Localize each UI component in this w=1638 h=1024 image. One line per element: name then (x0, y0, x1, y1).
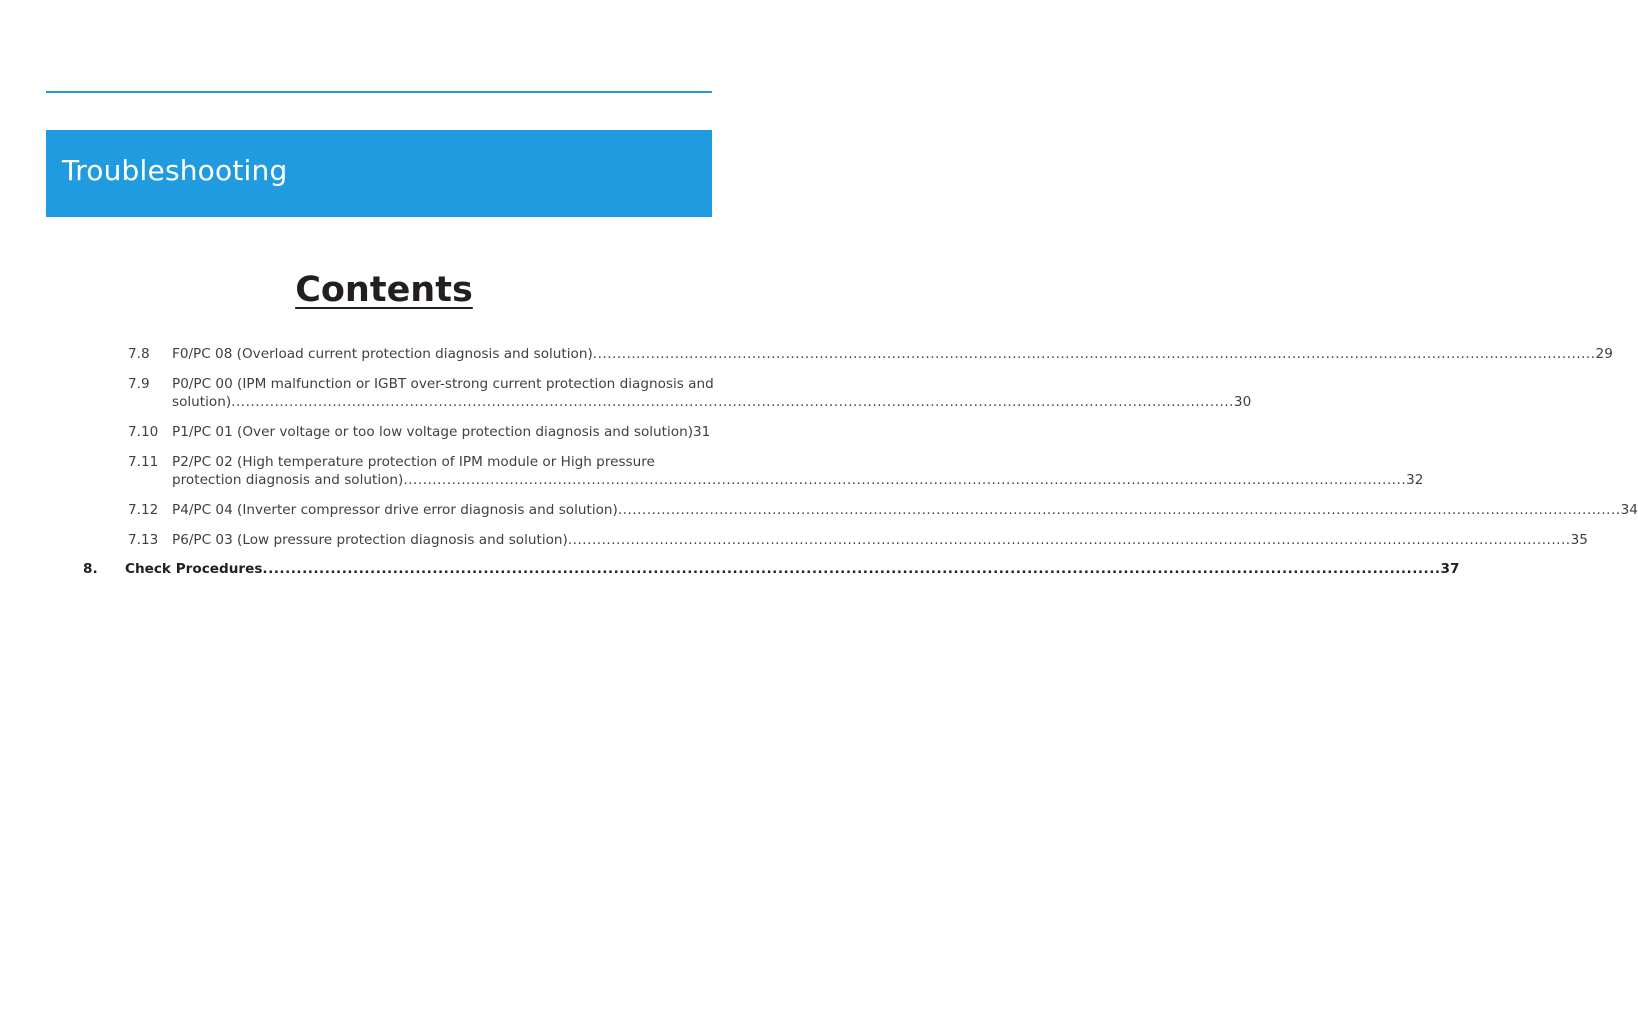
toc-leader-dots (618, 501, 1621, 519)
toc-entry-number: 7.8 (128, 346, 150, 362)
toc-entry-title-continued: solution) (172, 394, 232, 410)
contents-heading-text: Contents (295, 270, 473, 310)
toc-entry-number: 7.13 (128, 532, 159, 548)
toc-entry-number: 7.9 (128, 376, 150, 392)
toc-leader-dots (568, 531, 1571, 549)
toc-page-number: 30 (1233, 394, 1252, 410)
toc-entry-number: 7.11 (128, 454, 159, 470)
toc-leader-dots (231, 393, 1234, 411)
toc-entry-title: P2/PC 02 (High temperature protection of IPM module or High pressure (172, 454, 655, 470)
section-title: Troubleshooting (62, 154, 288, 187)
toc-page-number: 32 (1406, 472, 1424, 488)
toc-chapter-number: 8. (83, 561, 98, 577)
toc-entry-title: F0/PC 08 (Overload current protection diagnosis and solution) (172, 346, 593, 362)
toc-entry-title: P4/PC 04 (Inverter compressor drive error diagnosis and solution) (172, 502, 618, 518)
toc-entry-title: P0/PC 00 (IPM malfunction or IGBT over-strong current protection diagnosis and (172, 376, 714, 392)
toc-page-number: 37 (1440, 561, 1460, 577)
toc-page-number: 34 (1620, 502, 1638, 518)
section-banner (46, 130, 712, 217)
toc-entry-number: 7.12 (128, 502, 159, 518)
contents-heading (0, 270, 768, 310)
toc-entry-number: 7.10 (128, 424, 159, 440)
toc-leader-dots (403, 471, 1406, 489)
toc-page-number: 29 (1595, 346, 1613, 362)
toc-leader-dots (262, 560, 1440, 578)
toc-entry-title-continued: protection diagnosis and solution) (172, 472, 404, 488)
toc-page-number: 31 (693, 424, 711, 440)
toc-leader-dots (593, 345, 1596, 363)
header-rule (46, 91, 712, 93)
toc-entry-title: P1/PC 01 (Over voltage or too low voltage protection diagnosis and solution) (172, 424, 693, 440)
toc-entry-title: P6/PC 03 (Low pressure protection diagnosis and solution) (172, 532, 568, 548)
toc-page-number: 35 (1570, 532, 1588, 548)
toc-chapter-title: Check Procedures (125, 561, 263, 577)
